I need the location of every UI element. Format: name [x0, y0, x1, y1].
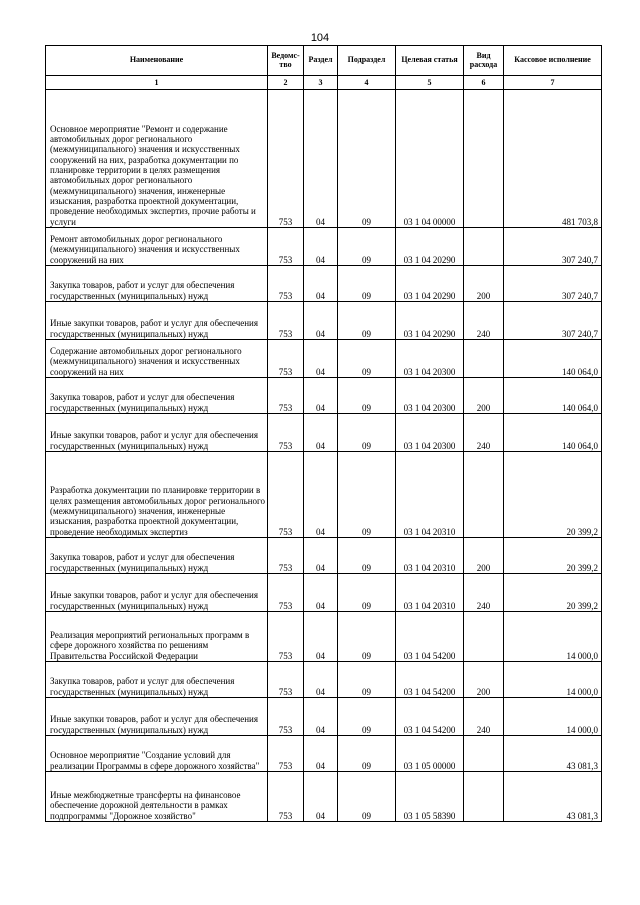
row-type: [464, 772, 504, 822]
header-row: [46, 46, 602, 76]
row-amount: 43 081,3: [504, 772, 602, 822]
row-type: 200: [464, 378, 504, 414]
row-amount: 20 399,2: [504, 574, 602, 612]
row-subsection: 09: [338, 378, 396, 414]
table-row: [46, 302, 602, 340]
row-dept: 753: [268, 574, 304, 612]
row-amount: 43 081,3: [504, 736, 602, 772]
row-subsection: 09: [338, 736, 396, 772]
row-type: 240: [464, 698, 504, 736]
row-target: 03 1 04 54200: [396, 662, 464, 698]
row-section: 04: [304, 574, 338, 612]
table-row: [46, 538, 602, 574]
row-name: Основное мероприятие "Ремонт и содержание автомобильных дорог регионального (межмуниципального) значения и искусственных сооружений на них, разработка документации по планировке территории в целях размещения автомобильных дорог регионального (межмуниципального) значения, инженерные изыскания, разработка проектной документации, проведение необходимых экспертиз, прочие работы и услуги: [46, 90, 268, 228]
row-name: Закупка товаров, работ и услуг для обеспечения государственных (муниципальных) нужд: [46, 266, 268, 302]
row-type: [464, 452, 504, 538]
row-section: 04: [304, 302, 338, 340]
row-target: 03 1 04 20300: [396, 414, 464, 452]
row-subsection: 09: [338, 574, 396, 612]
row-name: Закупка товаров, работ и услуг для обеспечения государственных (муниципальных) нужд: [46, 378, 268, 414]
row-target: 03 1 04 54200: [396, 698, 464, 736]
row-subsection: 09: [338, 698, 396, 736]
table-row: [46, 340, 602, 378]
row-subsection: 09: [338, 414, 396, 452]
row-target: 03 1 04 20290: [396, 266, 464, 302]
row-name: Иные закупки товаров, работ и услуг для обеспечения государственных (муниципальных) нужд: [46, 302, 268, 340]
table-row: [46, 378, 602, 414]
header-name: Наименование: [46, 46, 268, 76]
row-name: Разработка документации по планировке территории в целях размещения автомобильных дорог регионального (межмуниципального) значения, инженерные изыскания, разработка проектной документации, проведение необходимых экспертиз: [46, 452, 268, 538]
row-subsection: 09: [338, 538, 396, 574]
row-amount: 307 240,7: [504, 228, 602, 266]
row-dept: 753: [268, 340, 304, 378]
row-section: 04: [304, 228, 338, 266]
row-section: 04: [304, 772, 338, 822]
row-amount: 307 240,7: [504, 266, 602, 302]
row-amount: 481 703,8: [504, 90, 602, 228]
row-dept: 753: [268, 662, 304, 698]
row-name: Закупка товаров, работ и услуг для обеспечения государственных (муниципальных) нужд: [46, 662, 268, 698]
row-amount: 140 064,0: [504, 378, 602, 414]
row-section: 04: [304, 90, 338, 228]
row-name: Закупка товаров, работ и услуг для обеспечения государственных (муниципальных) нужд: [46, 538, 268, 574]
row-name: Иные закупки товаров, работ и услуг для обеспечения государственных (муниципальных) нужд: [46, 698, 268, 736]
row-dept: 753: [268, 90, 304, 228]
row-section: 04: [304, 698, 338, 736]
header-type: Вид расхода: [464, 46, 504, 76]
column-numbers-row: [46, 76, 602, 90]
row-target: 03 1 04 20310: [396, 574, 464, 612]
header-section: Раздел: [304, 46, 338, 76]
row-amount: 20 399,2: [504, 452, 602, 538]
row-target: 03 1 04 20300: [396, 340, 464, 378]
row-dept: 753: [268, 266, 304, 302]
row-name: Содержание автомобильных дорог регионального (межмуниципального) значения и искусственных сооружений на них: [46, 340, 268, 378]
row-section: 04: [304, 340, 338, 378]
row-subsection: 09: [338, 340, 396, 378]
row-subsection: 09: [338, 228, 396, 266]
row-amount: 140 064,0: [504, 340, 602, 378]
table-row: [46, 698, 602, 736]
row-amount: 14 000,0: [504, 612, 602, 662]
row-section: 04: [304, 662, 338, 698]
row-name: Иные межбюджетные трансферты на финансовое обеспечение дорожной деятельности в рамках подпрограммы "Дорожное хозяйство": [46, 772, 268, 822]
row-subsection: 09: [338, 266, 396, 302]
row-type: [464, 736, 504, 772]
row-target: 03 1 04 54200: [396, 612, 464, 662]
row-type: [464, 612, 504, 662]
column-number: 3: [304, 76, 338, 90]
table-row: [46, 452, 602, 538]
row-type: 240: [464, 302, 504, 340]
row-dept: 753: [268, 378, 304, 414]
column-number: 2: [268, 76, 304, 90]
header-amount: Кассовое исполнение: [504, 46, 602, 76]
row-subsection: 09: [338, 452, 396, 538]
row-type: 200: [464, 662, 504, 698]
table-row: [46, 228, 602, 266]
row-section: 04: [304, 378, 338, 414]
row-dept: 753: [268, 698, 304, 736]
table-row: [46, 662, 602, 698]
row-subsection: 09: [338, 772, 396, 822]
row-dept: 753: [268, 772, 304, 822]
row-name: Ремонт автомобильных дорог регионального (межмуниципального) значения и искусственных сооружений на них: [46, 228, 268, 266]
row-target: 03 1 04 00000: [396, 90, 464, 228]
column-number: 5: [396, 76, 464, 90]
row-target: 03 1 04 20310: [396, 452, 464, 538]
row-target: 03 1 04 20290: [396, 228, 464, 266]
header-dept: Ведомс-тво: [268, 46, 304, 76]
row-amount: 307 240,7: [504, 302, 602, 340]
budget-table: [45, 45, 602, 822]
row-type: [464, 228, 504, 266]
row-type: [464, 90, 504, 228]
row-dept: 753: [268, 302, 304, 340]
row-amount: 14 000,0: [504, 698, 602, 736]
page-number: 104: [310, 32, 330, 44]
row-subsection: 09: [338, 302, 396, 340]
row-section: 04: [304, 612, 338, 662]
row-dept: 753: [268, 414, 304, 452]
row-amount: 14 000,0: [504, 662, 602, 698]
row-target: 03 1 04 20310: [396, 538, 464, 574]
row-type: 240: [464, 414, 504, 452]
row-target: 03 1 04 20290: [396, 302, 464, 340]
row-dept: 753: [268, 736, 304, 772]
row-name: Иные закупки товаров, работ и услуг для обеспечения государственных (муниципальных) нужд: [46, 574, 268, 612]
table-row: [46, 266, 602, 302]
header-subsection: Подраздел: [338, 46, 396, 76]
table-row: [46, 736, 602, 772]
table-row: [46, 414, 602, 452]
row-section: 04: [304, 452, 338, 538]
row-dept: 753: [268, 612, 304, 662]
table-row: [46, 574, 602, 612]
row-dept: 753: [268, 538, 304, 574]
row-type: 200: [464, 538, 504, 574]
row-name: Реализация мероприятий региональных программ в сфере дорожного хозяйства по решениям Правительства Российской Федерации: [46, 612, 268, 662]
row-section: 04: [304, 736, 338, 772]
row-section: 04: [304, 266, 338, 302]
header-target: Целевая статья: [396, 46, 464, 76]
row-dept: 753: [268, 228, 304, 266]
column-number: 6: [464, 76, 504, 90]
row-type: 240: [464, 574, 504, 612]
row-name: Основное мероприятие "Создание условий для реализации Программы в сфере дорожного хозяйства": [46, 736, 268, 772]
row-type: 200: [464, 266, 504, 302]
row-section: 04: [304, 414, 338, 452]
table-row: [46, 90, 602, 228]
column-number: 4: [338, 76, 396, 90]
row-dept: 753: [268, 452, 304, 538]
column-number: 1: [46, 76, 268, 90]
row-section: 04: [304, 538, 338, 574]
column-number: 7: [504, 76, 602, 90]
row-name: Иные закупки товаров, работ и услуг для обеспечения государственных (муниципальных) нужд: [46, 414, 268, 452]
row-subsection: 09: [338, 612, 396, 662]
row-type: [464, 340, 504, 378]
row-amount: 140 064,0: [504, 414, 602, 452]
table-row: [46, 612, 602, 662]
row-target: 03 1 04 20300: [396, 378, 464, 414]
row-target: 03 1 05 58390: [396, 772, 464, 822]
row-subsection: 09: [338, 90, 396, 228]
row-target: 03 1 05 00000: [396, 736, 464, 772]
row-amount: 20 399,2: [504, 538, 602, 574]
row-subsection: 09: [338, 662, 396, 698]
table-row: [46, 772, 602, 822]
